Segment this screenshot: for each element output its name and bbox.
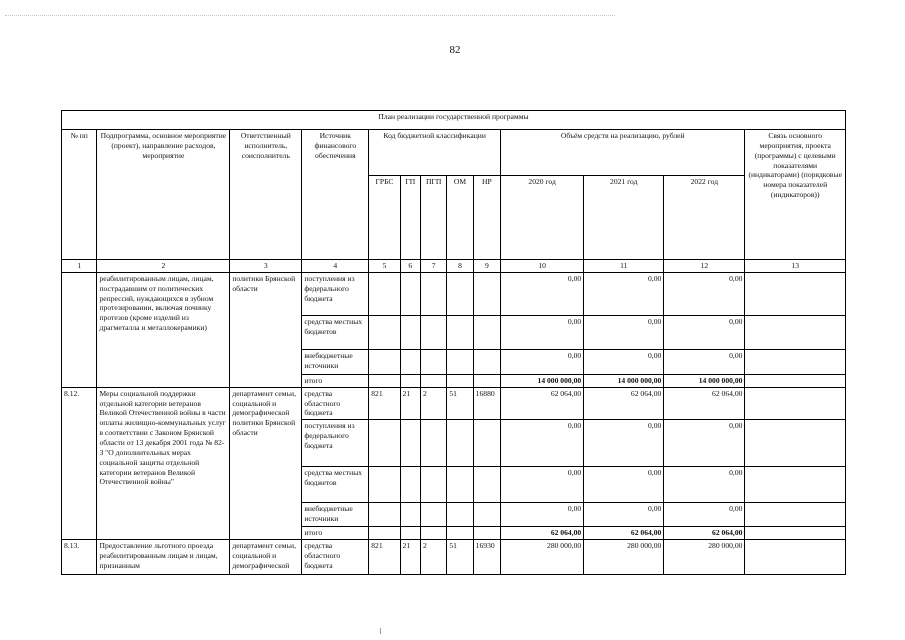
row-num: 8.12.: [62, 387, 97, 539]
row-num: [62, 272, 97, 387]
scan-mark: [380, 628, 385, 634]
col-number: 3: [230, 260, 302, 273]
row-gp: [400, 527, 420, 540]
row-executor: департамент семьи, социальной и демографической: [230, 540, 302, 575]
row-grbs: [369, 349, 400, 374]
row-gp: [400, 272, 420, 315]
table-row: [62, 387, 846, 420]
col-number: 4: [302, 260, 369, 273]
table-title-row: [62, 111, 846, 130]
column-number-row: [62, 260, 846, 273]
row-source: поступления из федерального бюджета: [302, 420, 369, 467]
row-2022: 280 000,00: [664, 540, 745, 575]
header-program: Подпрограмма, основное мероприятие (проект), направление расходов, мероприятие: [97, 130, 230, 260]
row-grbs: [369, 467, 400, 503]
col-number: 7: [420, 260, 446, 273]
header-om: ОМ: [447, 176, 473, 260]
row-gp: [400, 374, 420, 387]
header-source: Источник финансового обеспечения: [302, 130, 369, 260]
row-pgp: [420, 420, 446, 467]
table-title: План реализации государственной программы: [62, 111, 846, 130]
row-gp: [400, 349, 420, 374]
row-2021: 0,00: [584, 315, 664, 349]
row-2020: 0,00: [501, 349, 584, 374]
row-2022: 0,00: [664, 420, 745, 467]
row-source: средства областного бюджета: [302, 387, 369, 420]
row-link: [745, 420, 846, 467]
row-2021: 280 000,00: [584, 540, 664, 575]
page-number: 82: [449, 44, 461, 56]
col-number: 9: [473, 260, 500, 273]
row-grbs: [369, 527, 400, 540]
row-2020-total: 62 064,00: [501, 527, 584, 540]
header-grbs: ГРБС: [369, 176, 400, 260]
row-link: [745, 527, 846, 540]
row-nr: [473, 467, 500, 503]
row-2021: 62 064,00: [584, 387, 664, 420]
row-link: [745, 315, 846, 349]
row-om: [447, 420, 473, 467]
table-row: [62, 540, 846, 575]
row-gp: [400, 315, 420, 349]
row-source: итого: [302, 374, 369, 387]
row-source: итого: [302, 527, 369, 540]
row-pgp: 2: [420, 387, 446, 420]
row-executor: политики Брянской области: [230, 272, 302, 387]
col-number: 12: [664, 260, 745, 273]
row-pgp: [420, 503, 446, 527]
col-number: 10: [501, 260, 584, 273]
row-2020: 0,00: [501, 503, 584, 527]
row-nr: [473, 527, 500, 540]
row-om: 51: [447, 387, 473, 420]
row-grbs: [369, 503, 400, 527]
row-2020: 0,00: [501, 467, 584, 503]
row-2022: 0,00: [664, 349, 745, 374]
row-link: [745, 467, 846, 503]
row-source: средства местных бюджетов: [302, 315, 369, 349]
row-nr: [473, 315, 500, 349]
row-2021: 0,00: [584, 272, 664, 315]
row-2020: 0,00: [501, 272, 584, 315]
row-nr: 16930: [473, 540, 500, 575]
row-2020: 0,00: [501, 315, 584, 349]
header-executor: Ответственный исполнитель, соисполнитель: [230, 130, 302, 260]
row-grbs: [369, 420, 400, 467]
row-2022: 62 064,00: [664, 387, 745, 420]
col-number: 5: [369, 260, 400, 273]
row-gp: 21: [400, 387, 420, 420]
row-pgp: [420, 527, 446, 540]
row-grbs: 821: [369, 540, 400, 575]
row-gp: [400, 420, 420, 467]
row-link: [745, 374, 846, 387]
col-number: 8: [447, 260, 473, 273]
header-pgp: ПГП: [420, 176, 446, 260]
row-link: [745, 272, 846, 315]
col-number: 13: [745, 260, 846, 273]
row-link: [745, 503, 846, 527]
row-link: [745, 540, 846, 575]
row-grbs: [369, 374, 400, 387]
row-link: [745, 387, 846, 420]
row-pgp: [420, 467, 446, 503]
table-row: [62, 272, 846, 315]
row-2020-total: 14 000 000,00: [501, 374, 584, 387]
row-om: [447, 349, 473, 374]
row-2022: 0,00: [664, 315, 745, 349]
header-nr: НР: [473, 176, 500, 260]
row-executor: департамент семьи, социальной и демографической политики Брянской области: [230, 387, 302, 539]
row-2020: 280 000,00: [501, 540, 584, 575]
row-2021: 0,00: [584, 349, 664, 374]
row-om: [447, 503, 473, 527]
header-num: № пп: [62, 130, 97, 260]
row-nr: [473, 420, 500, 467]
row-pgp: [420, 272, 446, 315]
row-nr: [473, 374, 500, 387]
row-link: [745, 349, 846, 374]
row-grbs: 821: [369, 387, 400, 420]
program-plan-table: [61, 110, 846, 575]
row-gp: 21: [400, 540, 420, 575]
row-2022: 0,00: [664, 503, 745, 527]
row-2021-total: 14 000 000,00: [584, 374, 664, 387]
header-2022: 2022 год: [664, 176, 745, 260]
header-budget-code: Код бюджетной классификации: [369, 130, 501, 176]
row-2021: 0,00: [584, 503, 664, 527]
row-source: средства местных бюджетов: [302, 467, 369, 503]
row-om: [447, 527, 473, 540]
row-source: внебюджетные источники: [302, 349, 369, 374]
row-source: внебюджетные источники: [302, 503, 369, 527]
header-2020: 2020 год: [501, 176, 584, 260]
row-program: Предоставление льготного проезда реабилитированным лицам и лицам, признанным: [97, 540, 230, 575]
row-program: реабилитированным лицам, лицам, пострадавшим от политических репрессий, нуждающихся в зубном протезировании, включая починку протезов (кроме изделий из драгметалла и металлокерамики): [97, 272, 230, 387]
row-2021-total: 62 064,00: [584, 527, 664, 540]
row-num: 8.13.: [62, 540, 97, 575]
col-number: 11: [584, 260, 664, 273]
header-link: Связь основного мероприятия, проекта (программы) с целевыми показателями (индикаторами) (порядковые номера показателей (индикаторов)): [745, 130, 846, 260]
row-source: средства областного бюджета: [302, 540, 369, 575]
header-2021: 2021 год: [584, 176, 664, 260]
row-om: [447, 374, 473, 387]
row-source: поступления из федерального бюджета: [302, 272, 369, 315]
row-program: Меры социальной поддержки отдельной категории ветеранов Великой Отечественной войны в части оплаты жилищно-коммунальных услуг в соответствии с Законом Брянской области от 13 декабря 2001 года № 82-З "О дополнительных мерах социальной защиты отдельной категории ветеранов Великой Отечественной войны": [97, 387, 230, 539]
row-2022: 0,00: [664, 467, 745, 503]
row-om: [447, 315, 473, 349]
row-pgp: [420, 349, 446, 374]
header-gp: ГП: [400, 176, 420, 260]
row-grbs: [369, 272, 400, 315]
row-nr: [473, 503, 500, 527]
col-number: 6: [400, 260, 420, 273]
col-number: 2: [97, 260, 230, 273]
row-2021: 0,00: [584, 467, 664, 503]
row-nr: [473, 349, 500, 374]
header-amount: Объём средств на реализацию, рублей: [501, 130, 745, 176]
row-nr: 16880: [473, 387, 500, 420]
row-2020: 62 064,00: [501, 387, 584, 420]
row-2020: 0,00: [501, 420, 584, 467]
col-number: 1: [62, 260, 97, 273]
row-pgp: [420, 315, 446, 349]
row-pgp: [420, 374, 446, 387]
row-gp: [400, 467, 420, 503]
row-nr: [473, 272, 500, 315]
row-om: [447, 272, 473, 315]
row-2022-total: 62 064,00: [664, 527, 745, 540]
scan-top-line: [5, 15, 615, 16]
row-grbs: [369, 315, 400, 349]
row-2021: 0,00: [584, 420, 664, 467]
row-om: [447, 467, 473, 503]
row-2022-total: 14 000 000,00: [664, 374, 745, 387]
header-row-1: [62, 130, 846, 176]
row-2022: 0,00: [664, 272, 745, 315]
row-pgp: 2: [420, 540, 446, 575]
row-om: 51: [447, 540, 473, 575]
row-gp: [400, 503, 420, 527]
